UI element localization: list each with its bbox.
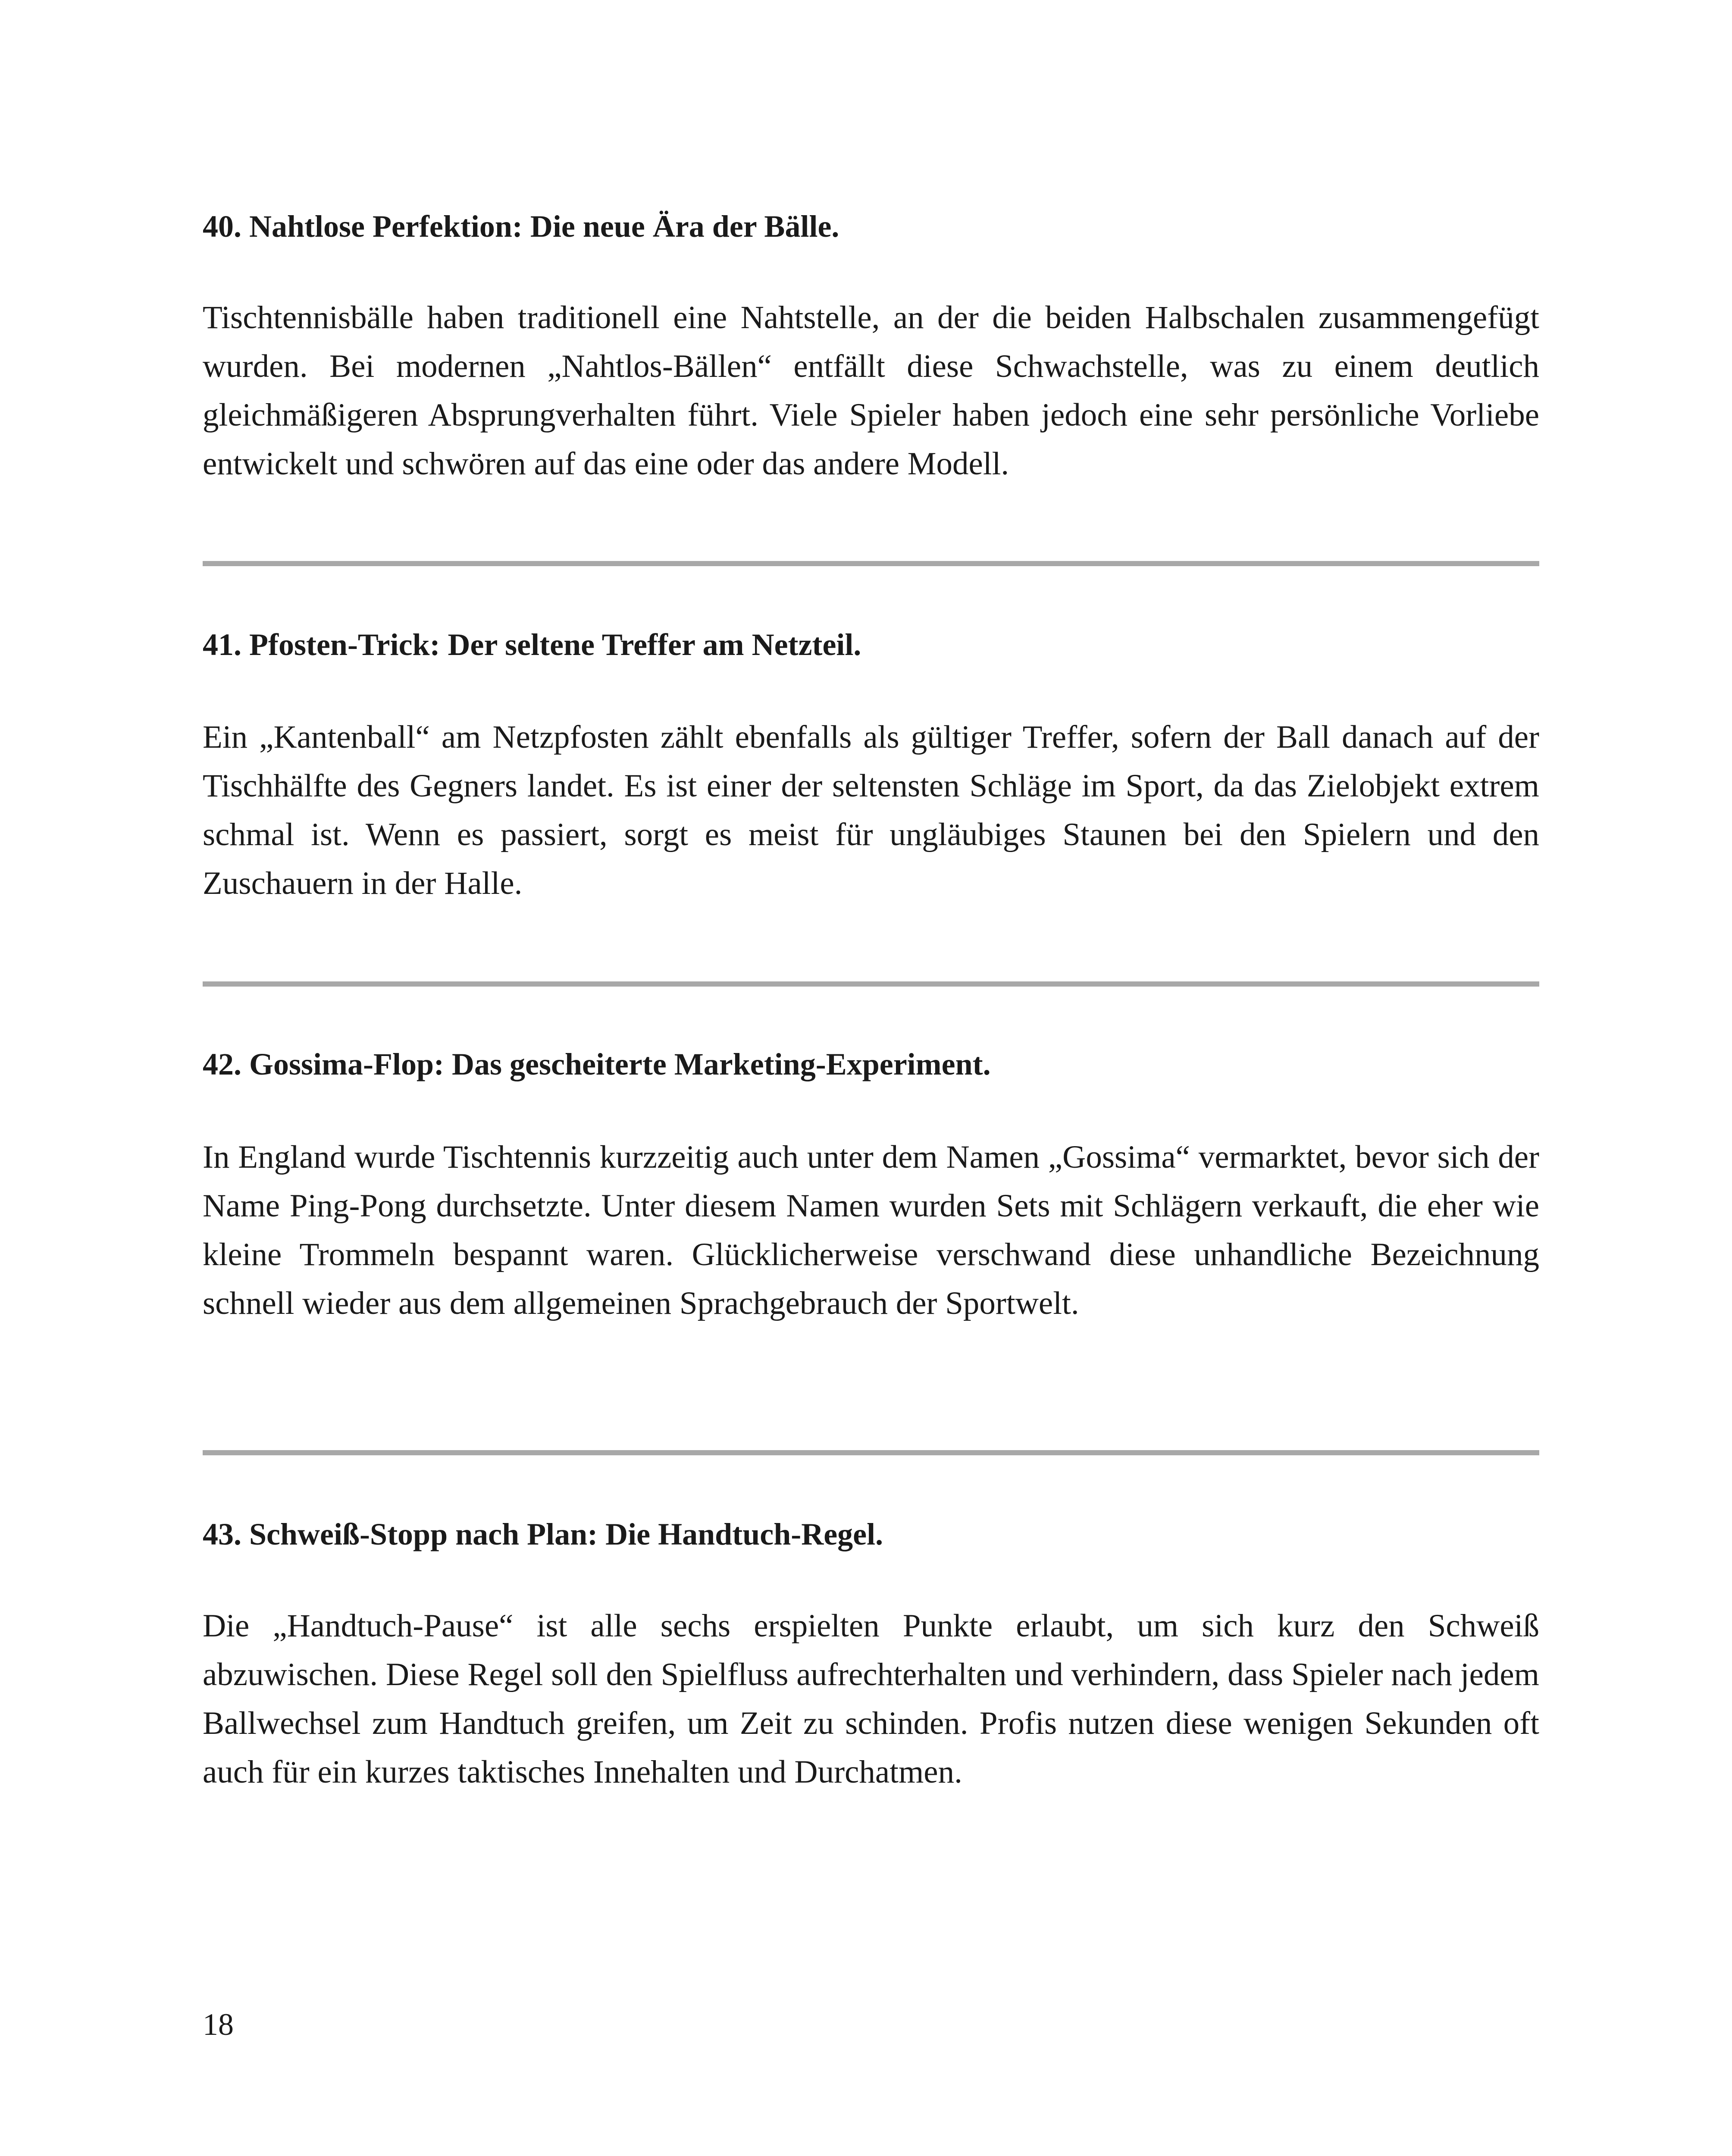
page-number: 18 (203, 2007, 234, 2042)
section-body-41: Ein „Kantenball“ am Netzpfosten zählt ebenfalls als gültiger Treffer, sofern der Ball danach auf der Tischhälfte des Gegners landet. Es ist einer der seltensten Schläge im Sport, da das Zielobjekt extrem schmal ist. Wenn es passiert, sorgt es meist für ungläubiges Staunen bei den Spielern und den Zuschauern in der Halle. (203, 719, 1539, 901)
section-heading-41: 41. Pfosten-Trick: Der seltene Treffer am Netzteil. (203, 627, 861, 662)
section-body-43: Die „Handtuch-Pause“ ist alle sechs erspielten Punkte erlaubt, um sich kurz den Schweiß abzuwischen. Diese Regel soll den Spielfluss aufrechterhalten und verhindern, dass Spieler nach jedem Ballwechsel zum Handtuch greifen, um Zeit zu schinden. Profis nutzen diese wenigen Sekunden oft auch für ein kurzes taktisches Innehalten und Durchatmen. (203, 1608, 1539, 1790)
section-divider (203, 1450, 1539, 1455)
section-heading-40: 40. Nahtlose Perfektion: Die neue Ära der Bälle. (203, 209, 839, 244)
section-divider (203, 561, 1539, 566)
section-heading-43: 43. Schweiß-Stopp nach Plan: Die Handtuch-Regel. (203, 1517, 883, 1551)
section-divider (203, 981, 1539, 987)
section-heading-42: 42. Gossima-Flop: Das gescheiterte Marketing-Experiment. (203, 1047, 991, 1081)
section-body-42: In England wurde Tischtennis kurzzeitig auch unter dem Namen „Gossima“ vermarktet, bevor sich der Name Ping-Pong durchsetzte. Unter diesem Namen wurden Sets mit Schlägern verkauft, die eher wie kleine Trommeln bespannt waren. Glücklicherweise verschwand diese unhandliche Bezeichnung schnell wieder aus dem allgemeinen Sprachgebrauch der Sportwelt. (203, 1139, 1539, 1321)
section-body-40: Tischtennisbälle haben traditionell eine Nahtstelle, an der die beiden Halbschalen zusammengefügt wurden. Bei modernen „Nahtlos-Bällen“ entfällt diese Schwachstelle, was zu einem deutlich gleichmäßigeren Absprungverhalten führt. Viele Spieler haben jedoch eine sehr persönliche Vorliebe entwickelt und schwören auf das eine oder das andere Modell. (203, 300, 1539, 482)
